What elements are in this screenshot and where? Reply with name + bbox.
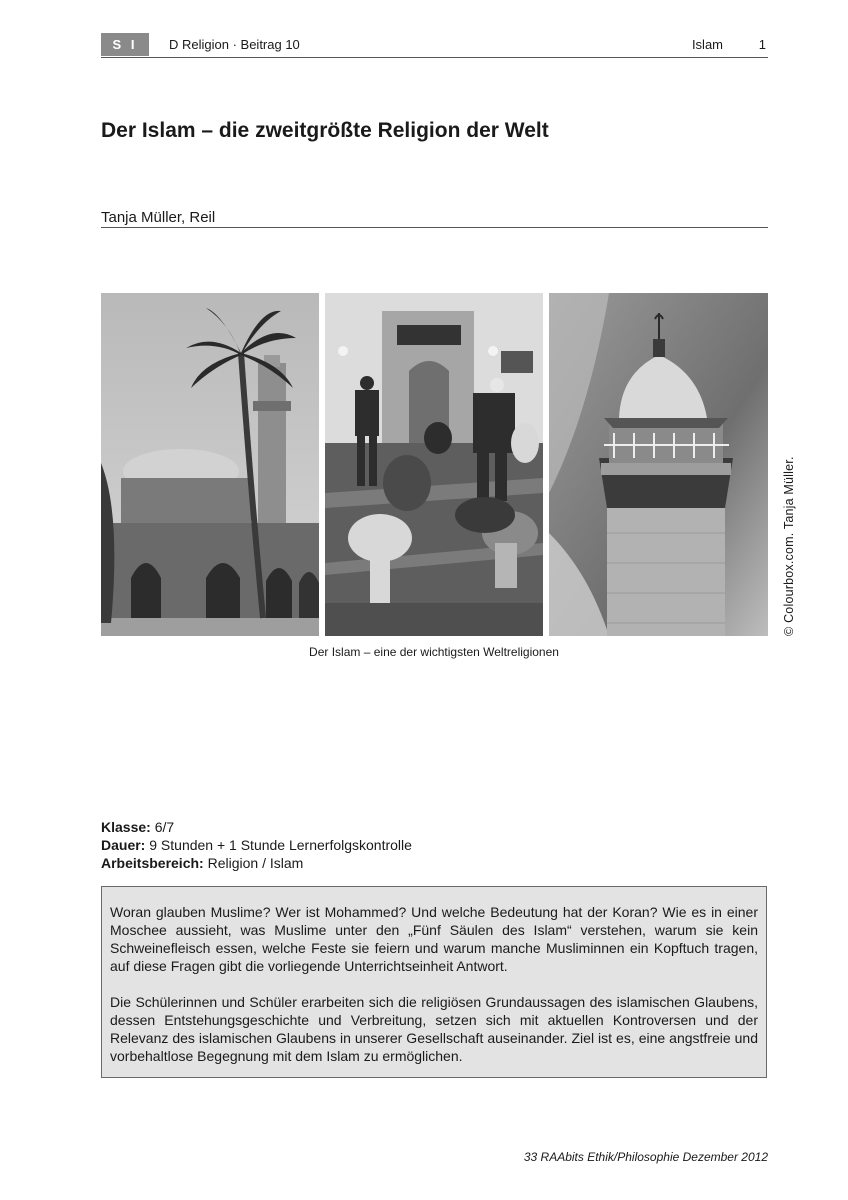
photo-credit: © Colourbox.com. Tanja Müller. (782, 456, 796, 636)
author-line: Tanja Müller, Reil (101, 209, 768, 228)
summary-paragraph-1: Woran glauben Muslime? Wer ist Mohammed? Und welche Bedeutung hat der Koran? Wie es in einer Moschee aussieht, was Muslime unter den „Fünf Säulen des Islam“ verstehen, warum sie kein Schweinefleisch essen, welche Feste sie feiern und warum manche Musliminnen ein Kopftuch tragen, auf diese Fragen gibt die vorliegende Unterrichtseinheit Antwort. (110, 904, 758, 974)
photo-caption: Der Islam – eine der wichtigsten Weltreligionen (309, 645, 559, 659)
meta-dauer (101, 836, 412, 854)
arbeitsbereich-value: Religion / Islam (207, 855, 304, 871)
arbeitsbereich-label: Arbeitsbereich: (101, 855, 204, 871)
photo-minaret (549, 293, 768, 636)
summary-box (101, 886, 767, 1078)
page-title: Der Islam – die zweitgrößte Religion der Welt (101, 119, 549, 142)
meta-arbeitsbereich (101, 854, 412, 872)
topic-label: Islam (691, 37, 723, 52)
photo-prayer (325, 293, 543, 636)
page-footer: 33 RAAbits Ethik/Philosophie Dezember 2012 (523, 1150, 768, 1164)
level-badge: S I (101, 33, 149, 56)
klasse-value: 6/7 (154, 819, 175, 835)
dauer-value: 9 Stunden + 1 Stunde Lernerfolgskontrolle (149, 837, 412, 853)
photo-mosque (101, 293, 319, 636)
course-meta (101, 818, 412, 872)
klasse-label: Klasse: (101, 819, 151, 835)
summary-paragraph-2: Die Schülerinnen und Schüler erarbeiten sich die religiösen Grundaussagen des islamischen Glaubens, dessen Entstehungsgeschichte und Verbreitung, setzen sich mit aktuellen Kontroversen und der Relevanz des islamischen Glaubens in unserer Gesellschaft auseinander. Ziel ist es, eine angstfreie und vorbehaltlose Begegnung mit dem Islam zu ermöglichen. (110, 994, 758, 1064)
dauer-label: Dauer: (101, 837, 146, 853)
page-number: 1 (758, 37, 766, 52)
meta-klasse (101, 818, 412, 836)
series-label: D Religion · Beitrag 10 (169, 37, 300, 52)
page-header (101, 33, 768, 58)
